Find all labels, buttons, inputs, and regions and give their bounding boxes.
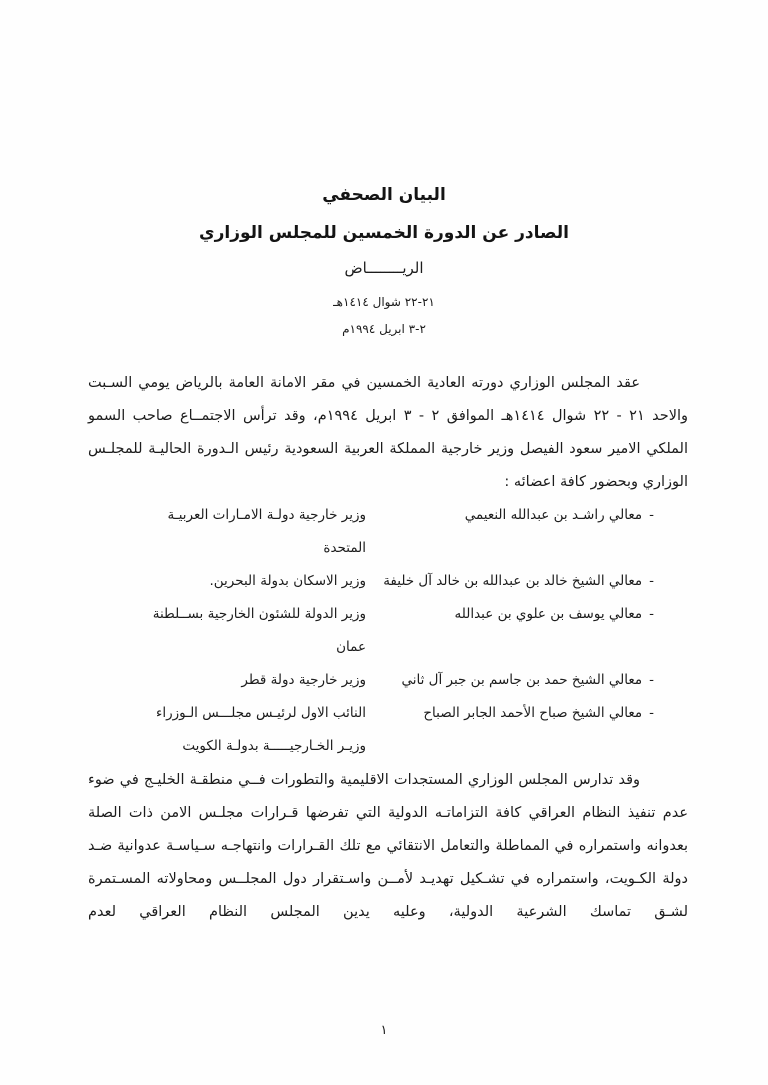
attendee-row xyxy=(88,565,688,598)
attendee-title-line: النائب الاول لرئيـس مجلـــس الـوزراء xyxy=(156,705,366,721)
session-subtitle: الصادر عن الدورة الخمسين للمجلس الوزاري xyxy=(199,223,569,243)
list-dash-marker: - xyxy=(649,672,654,688)
gregorian-date: ٢-٣ ابريل ١٩٩٤م xyxy=(342,322,426,336)
attendee-title-line: وزير الاسكان بدولة البحرين. xyxy=(209,573,366,589)
attendee-title-line: وزير خارجية دولة قطر xyxy=(241,672,366,688)
opening-paragraph: عقد المجلس الوزاري دورته العادية الخمسين في مقر الامانة العامة بالرياض يومي السـبت والاحد ٢١ - ٢٢ شوال ١٤١٤هـ الموافق ٢ - ٣ ابريل ١٩٩٤م، وقد ترأس الاجتمــاع صاحب السمو الملكي الامير سعود الفيصل وزير خارجية المملكة العربية السعودية رئيس الـدورة الحاليـة للمجلـس الوزاري وبحضور كافة اعضائه : xyxy=(88,375,688,490)
hijri-date: ٢١-٢٢ شوال ١٤١٤هـ xyxy=(333,295,435,309)
attendees-table xyxy=(88,499,688,763)
attendee-title-line: عمان xyxy=(336,639,366,655)
attendee-name: -معالي يوسف بن علوي بن عبدالله xyxy=(366,598,688,631)
list-dash-marker: - xyxy=(649,606,654,622)
attendee-row xyxy=(88,499,688,565)
press-statement-title: البيان الصحفي xyxy=(322,185,446,205)
page-number: ١ xyxy=(380,1023,388,1038)
attendee-title-line: وزير الدولة للشئون الخارجية بســلطنة xyxy=(152,606,366,622)
document-body xyxy=(0,367,768,929)
attendee-row xyxy=(88,598,688,664)
location-line: الريــــــــاض xyxy=(344,259,424,277)
document-header xyxy=(0,0,768,343)
attendee-name: -معالي الشيخ خالد بن عبدالله بن خالد آل خليفة xyxy=(366,565,688,598)
list-dash-marker: - xyxy=(649,507,654,523)
attendee-name: -معالي الشيخ حمد بن جاسم بن جبر آل ثاني xyxy=(366,664,688,697)
attendee-name: -معالي الشيخ صباح الأحمد الجابر الصباح xyxy=(366,697,688,730)
attendee-title-line: المتحدة xyxy=(323,540,366,556)
attendee-row xyxy=(88,664,688,697)
attendee-title-line: وزيـر الخـارجيـــــة بدولـة الكويت xyxy=(182,738,366,754)
closing-paragraph: وقد تدارس المجلس الوزاري المستجدات الاقليمية والتطورات فــي منطقـة الخليـج في ضوء عدم تنفيذ النظام العراقي كافة التزاماتـه الدولية التي تفرضها قـرارات مجلـس الامن ذات الصلة بعدوانه واستمراره في المماطلة والتعامل الانتقائي مع تلك القـرارات وانتهاجـه سـياسـة عدوانية ضـد دولة الكـويت، واستمراره في تشـكيل تهديـد لأمــن واسـتقرار دول المجلــس ومحاولاته المسـتمرة لشـق تماسك الشرعية الدولية، وعليه يدين المجلس النظام العراقي لعدم xyxy=(88,772,688,920)
attendee-title-line: وزير خارجية دولـة الامـارات العربيـة xyxy=(167,507,366,523)
list-dash-marker: - xyxy=(649,573,654,589)
list-dash-marker: - xyxy=(649,705,654,721)
attendee-row xyxy=(88,697,688,763)
attendee-name: -معالي راشـد بن عبدالله النعيمي xyxy=(366,499,688,532)
